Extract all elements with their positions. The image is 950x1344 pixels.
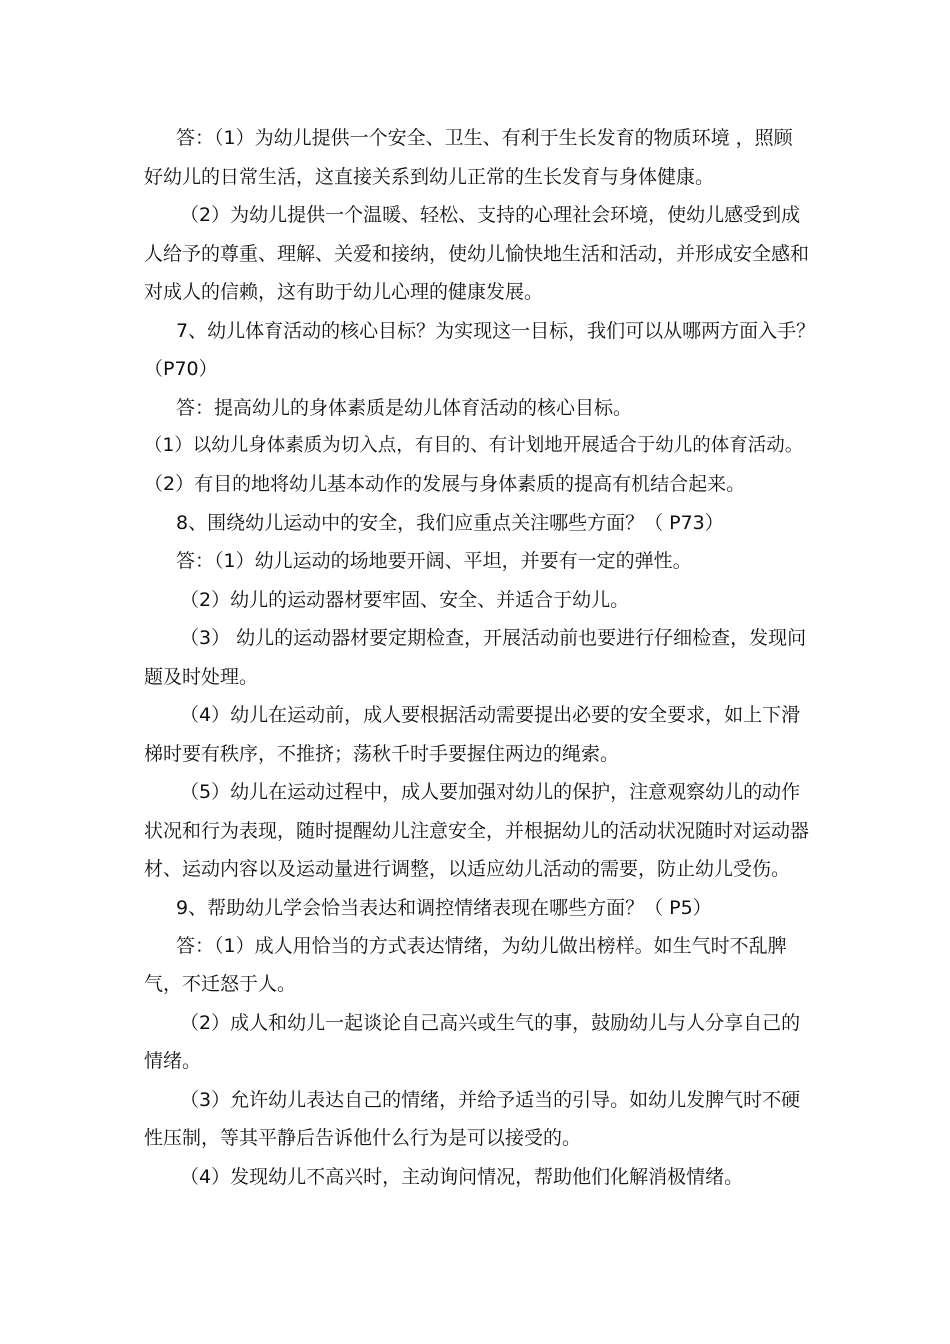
text-line: （2）有目的地将幼儿基本动作的发展与身体素质的提高有机结合起来。 [144,473,746,495]
text-line: 气，不迁怒于人。 [144,973,297,995]
text-line: 材、运动内容以及运动量进行调整，以适应幼儿活动的需要，防止幼儿受伤。 [144,858,791,880]
text-line: 性压制，等其平静后告诉他什么行为是可以接受的。 [144,1127,582,1149]
question-heading: （P70） [144,358,218,380]
text-line: 答：提高幼儿的身体素质是幼儿体育活动的核心目标。 [176,397,633,419]
question-heading: 9、帮助幼儿学会恰当表达和调控情绪表现在哪些方面？（ P5） [176,897,712,919]
text-line: （1）以幼儿身体素质为切入点，有目的、有计划地开展适合于幼儿的体育活动。 [144,435,804,456]
text-line: 答：（1）幼儿运动的场地要开阔、平坦，并要有一定的弹性。 [176,550,692,572]
text-line: （2）幼儿的运动器材要牢固、安全、并适合于幼儿。 [180,589,630,611]
text-line: 好幼儿的日常生活，这直接关系到幼儿正常的生长发育与身体健康。 [144,166,715,188]
text-line: 梯时要有秩序，不推挤；荡秋千时手要握住两边的绳索。 [144,743,620,765]
text-line: （2）成人和幼儿一起谈论自己高兴或生气的事，鼓励幼儿与人分享自己的 [180,1012,801,1034]
text-line: （2）为幼儿提供一个温暖、轻松、支持的心理社会环境，使幼儿感受到成 [180,204,801,226]
text-line: 对成人的信赖，这有助于幼儿心理的健康发展。 [144,281,544,303]
text-line: 答：（1）为幼儿提供一个安全、卫生、有利于生长发育的物质环境 ，照顾 [176,127,793,149]
text-line: 答：（1）成人用恰当的方式表达情绪，为幼儿做出榜样。如生气时不乱脾 [176,935,787,957]
text-line: 情绪。 [144,1050,202,1072]
question-heading: 7、幼儿体育活动的核心目标？为实现这一目标，我们可以从哪两方面入手？ [176,320,816,342]
text-line: （4）幼儿在运动前，成人要根据活动需要提出必要的安全要求，如上下滑 [180,704,801,726]
text-line: （4）发现幼儿不高兴时，主动询问情况，帮助他们化解消极情绪。 [180,1166,744,1188]
question-heading: 8、围绕幼儿运动中的安全，我们应重点关注哪些方面？（ P73） [176,512,724,534]
text-line: 题及时处理。 [144,666,259,688]
text-line: （5）幼儿在运动过程中，成人要加强对幼儿的保护，注意观察幼儿的动作 [180,781,801,803]
text-line: 状况和行为表现，随时提醒幼儿注意安全，并根据幼儿的活动状况随时对运动器 [144,820,810,842]
text-line: （3） 幼儿的运动器材要定期检查，开展活动前也要进行仔细检查，发现问 [180,627,807,649]
text-line: （3）允许幼儿表达自己的情绪，并给予适当的引导。如幼儿发脾气时不硬 [180,1089,801,1111]
text-line: 人给予的尊重、理解、关爱和接纳，使幼儿愉快地生活和活动，并形成安全感和 [144,243,810,265]
